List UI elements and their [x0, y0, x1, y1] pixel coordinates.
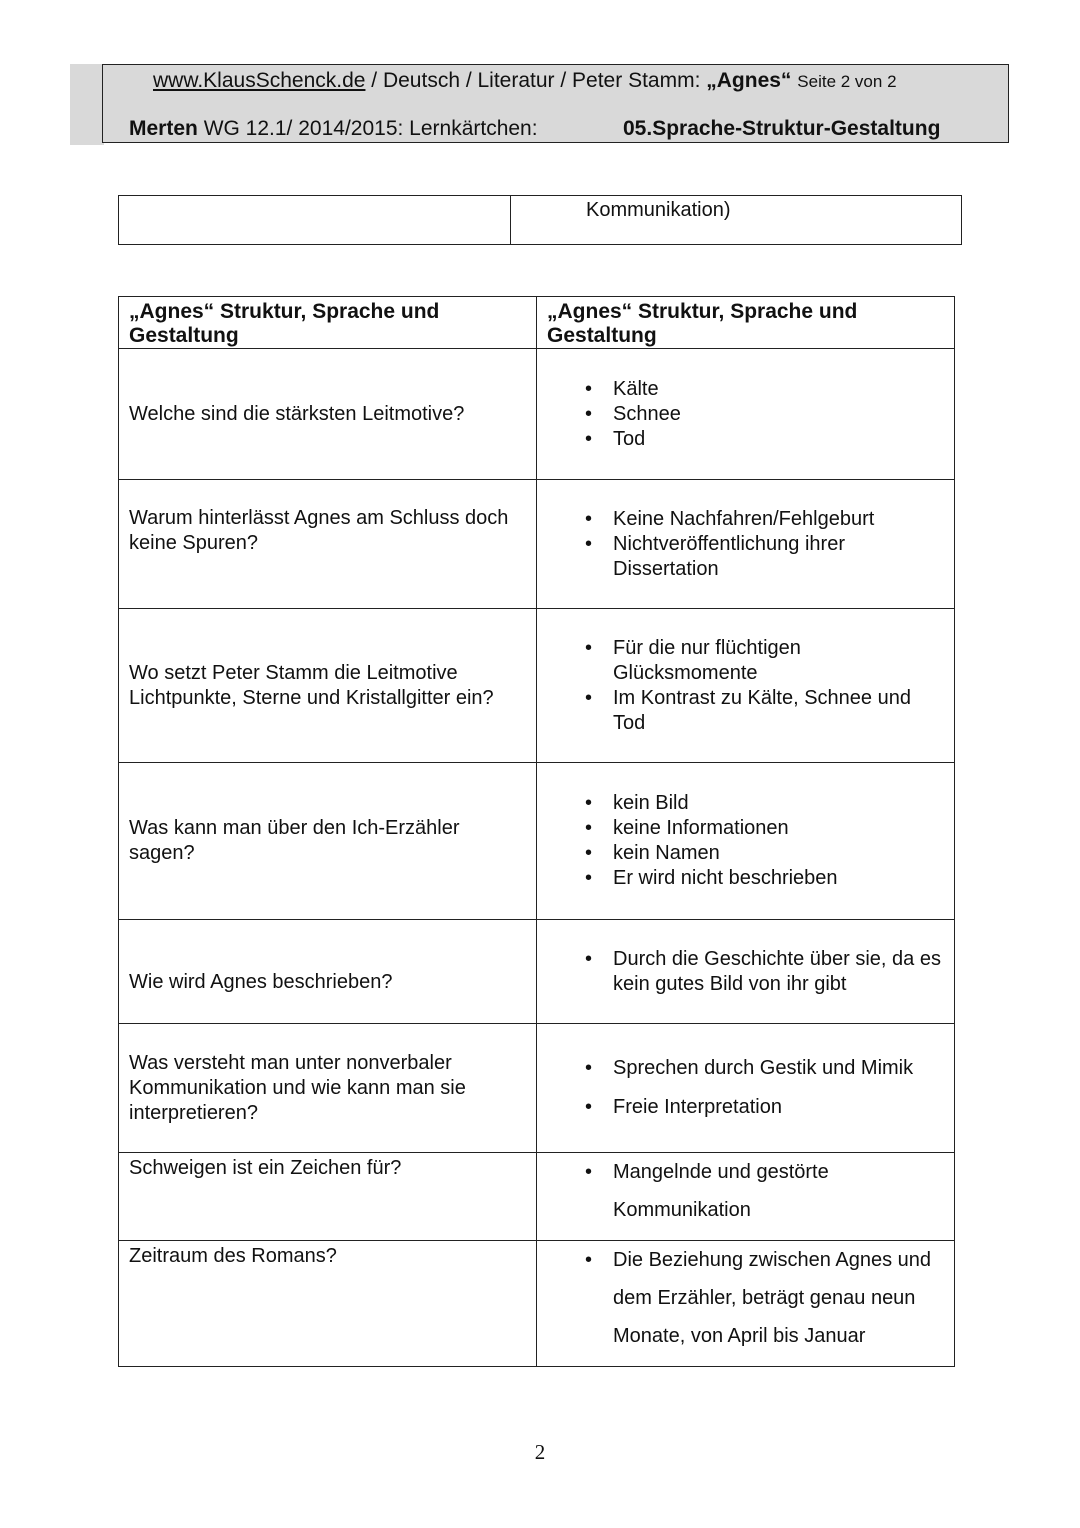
answer-item: • Im Kontrast zu Kälte, Schnee und Tod: [547, 686, 946, 736]
answer-item: • Für die nur flüchtigen Glücksmomente: [547, 636, 946, 686]
continuation-table: [118, 195, 962, 245]
book-title: „Agnes“: [706, 69, 792, 92]
table-row: [119, 1024, 955, 1153]
answer-item: • Kälte: [547, 377, 946, 402]
answer-cell: [537, 609, 955, 763]
page-header: [102, 64, 1009, 143]
answer-list: [547, 1241, 946, 1355]
answer-item: • Keine Nachfahren/Fehlgeburt: [547, 507, 946, 532]
answer-item: • Tod: [547, 427, 946, 452]
answer-item: • kein Namen: [547, 841, 946, 866]
continuation-cell: [511, 196, 962, 245]
question-cell: Welche sind die stärksten Leitmotive?: [119, 349, 537, 480]
question-cell: Was versteht man unter nonverbaler Kommunikation und wie kann man sie interpretieren?: [119, 1024, 537, 1153]
answer-item: • Nichtveröffentlichung ihrer Dissertation: [547, 532, 946, 582]
question-cell: Was kann man über den Ich-Erzähler sagen?: [119, 763, 537, 920]
answer-list: [547, 636, 946, 736]
answer-list: [547, 791, 946, 891]
table-row: [119, 349, 955, 480]
website-link[interactable]: www.KlausSchenck.de: [153, 69, 366, 92]
continuation-text: Kommunikation): [586, 199, 731, 221]
header-title-line: [153, 69, 897, 93]
table-row: [119, 196, 962, 245]
answer-cell: [537, 920, 955, 1024]
answer-cell: [537, 480, 955, 609]
page-info: Seite 2 von 2: [797, 72, 897, 91]
answer-item: • Schnee: [547, 402, 946, 427]
table-header-row: [119, 297, 955, 349]
answer-item: • Er wird nicht beschrieben: [547, 866, 946, 891]
header-cell-answer: „Agnes“ Struktur, Sprache und Gestaltung: [537, 297, 955, 349]
course-info: WG 12.1/ 2014/2015: Lernkärtchen:: [197, 117, 538, 140]
section-title: 05.Sprache-Struktur-Gestaltung: [623, 117, 941, 140]
answer-item: • Die Beziehung zwischen Agnes und dem Erzähler, beträgt genau neun Monate, von April bis Januar: [547, 1241, 946, 1355]
table-row: [119, 480, 955, 609]
table-row: [119, 763, 955, 920]
answer-cell: [537, 349, 955, 480]
answer-list: [547, 1153, 946, 1229]
answer-list: [547, 947, 946, 997]
question-cell: Wo setzt Peter Stamm die Leitmotive Lichtpunkte, Sterne und Kristallgitter ein?: [119, 609, 537, 763]
answer-item: • Mangelnde und gestörte Kommunikation: [547, 1153, 946, 1229]
flashcard-table: [118, 296, 955, 1367]
question-cell: Schweigen ist ein Zeichen für?: [119, 1153, 537, 1241]
question-cell: Zeitraum des Romans?: [119, 1241, 537, 1367]
header-cell-question: „Agnes“ Struktur, Sprache und Gestaltung: [119, 297, 537, 349]
table-row: [119, 609, 955, 763]
answer-item: • kein Bild: [547, 791, 946, 816]
header-shade: [70, 64, 104, 145]
answer-cell: [537, 1153, 955, 1241]
answer-cell: [537, 763, 955, 920]
answer-cell: [537, 1024, 955, 1153]
table-row: [119, 1241, 955, 1367]
answer-list: [547, 377, 946, 452]
table-row: [119, 1153, 955, 1241]
breadcrumb: / Deutsch / Literatur / Peter Stamm:: [365, 69, 707, 92]
question-cell: Warum hinterlässt Agnes am Schluss doch keine Spuren?: [119, 480, 537, 609]
table-row: [119, 920, 955, 1024]
answer-list: [547, 507, 946, 582]
answer-cell: [537, 1241, 955, 1367]
header-course-line: [129, 117, 538, 141]
empty-cell: [119, 196, 511, 245]
answer-item: • Freie Interpretation: [547, 1095, 946, 1120]
question-cell: Wie wird Agnes beschrieben?: [119, 920, 537, 1024]
answer-list: [547, 1056, 946, 1120]
page-number: 2: [534, 1440, 546, 1464]
answer-item: • keine Informationen: [547, 816, 946, 841]
answer-item: • Durch die Geschichte über sie, da es kein gutes Bild von ihr gibt: [547, 947, 946, 997]
answer-item: • Sprechen durch Gestik und Mimik: [547, 1056, 946, 1081]
author-name: Merten: [129, 117, 198, 140]
